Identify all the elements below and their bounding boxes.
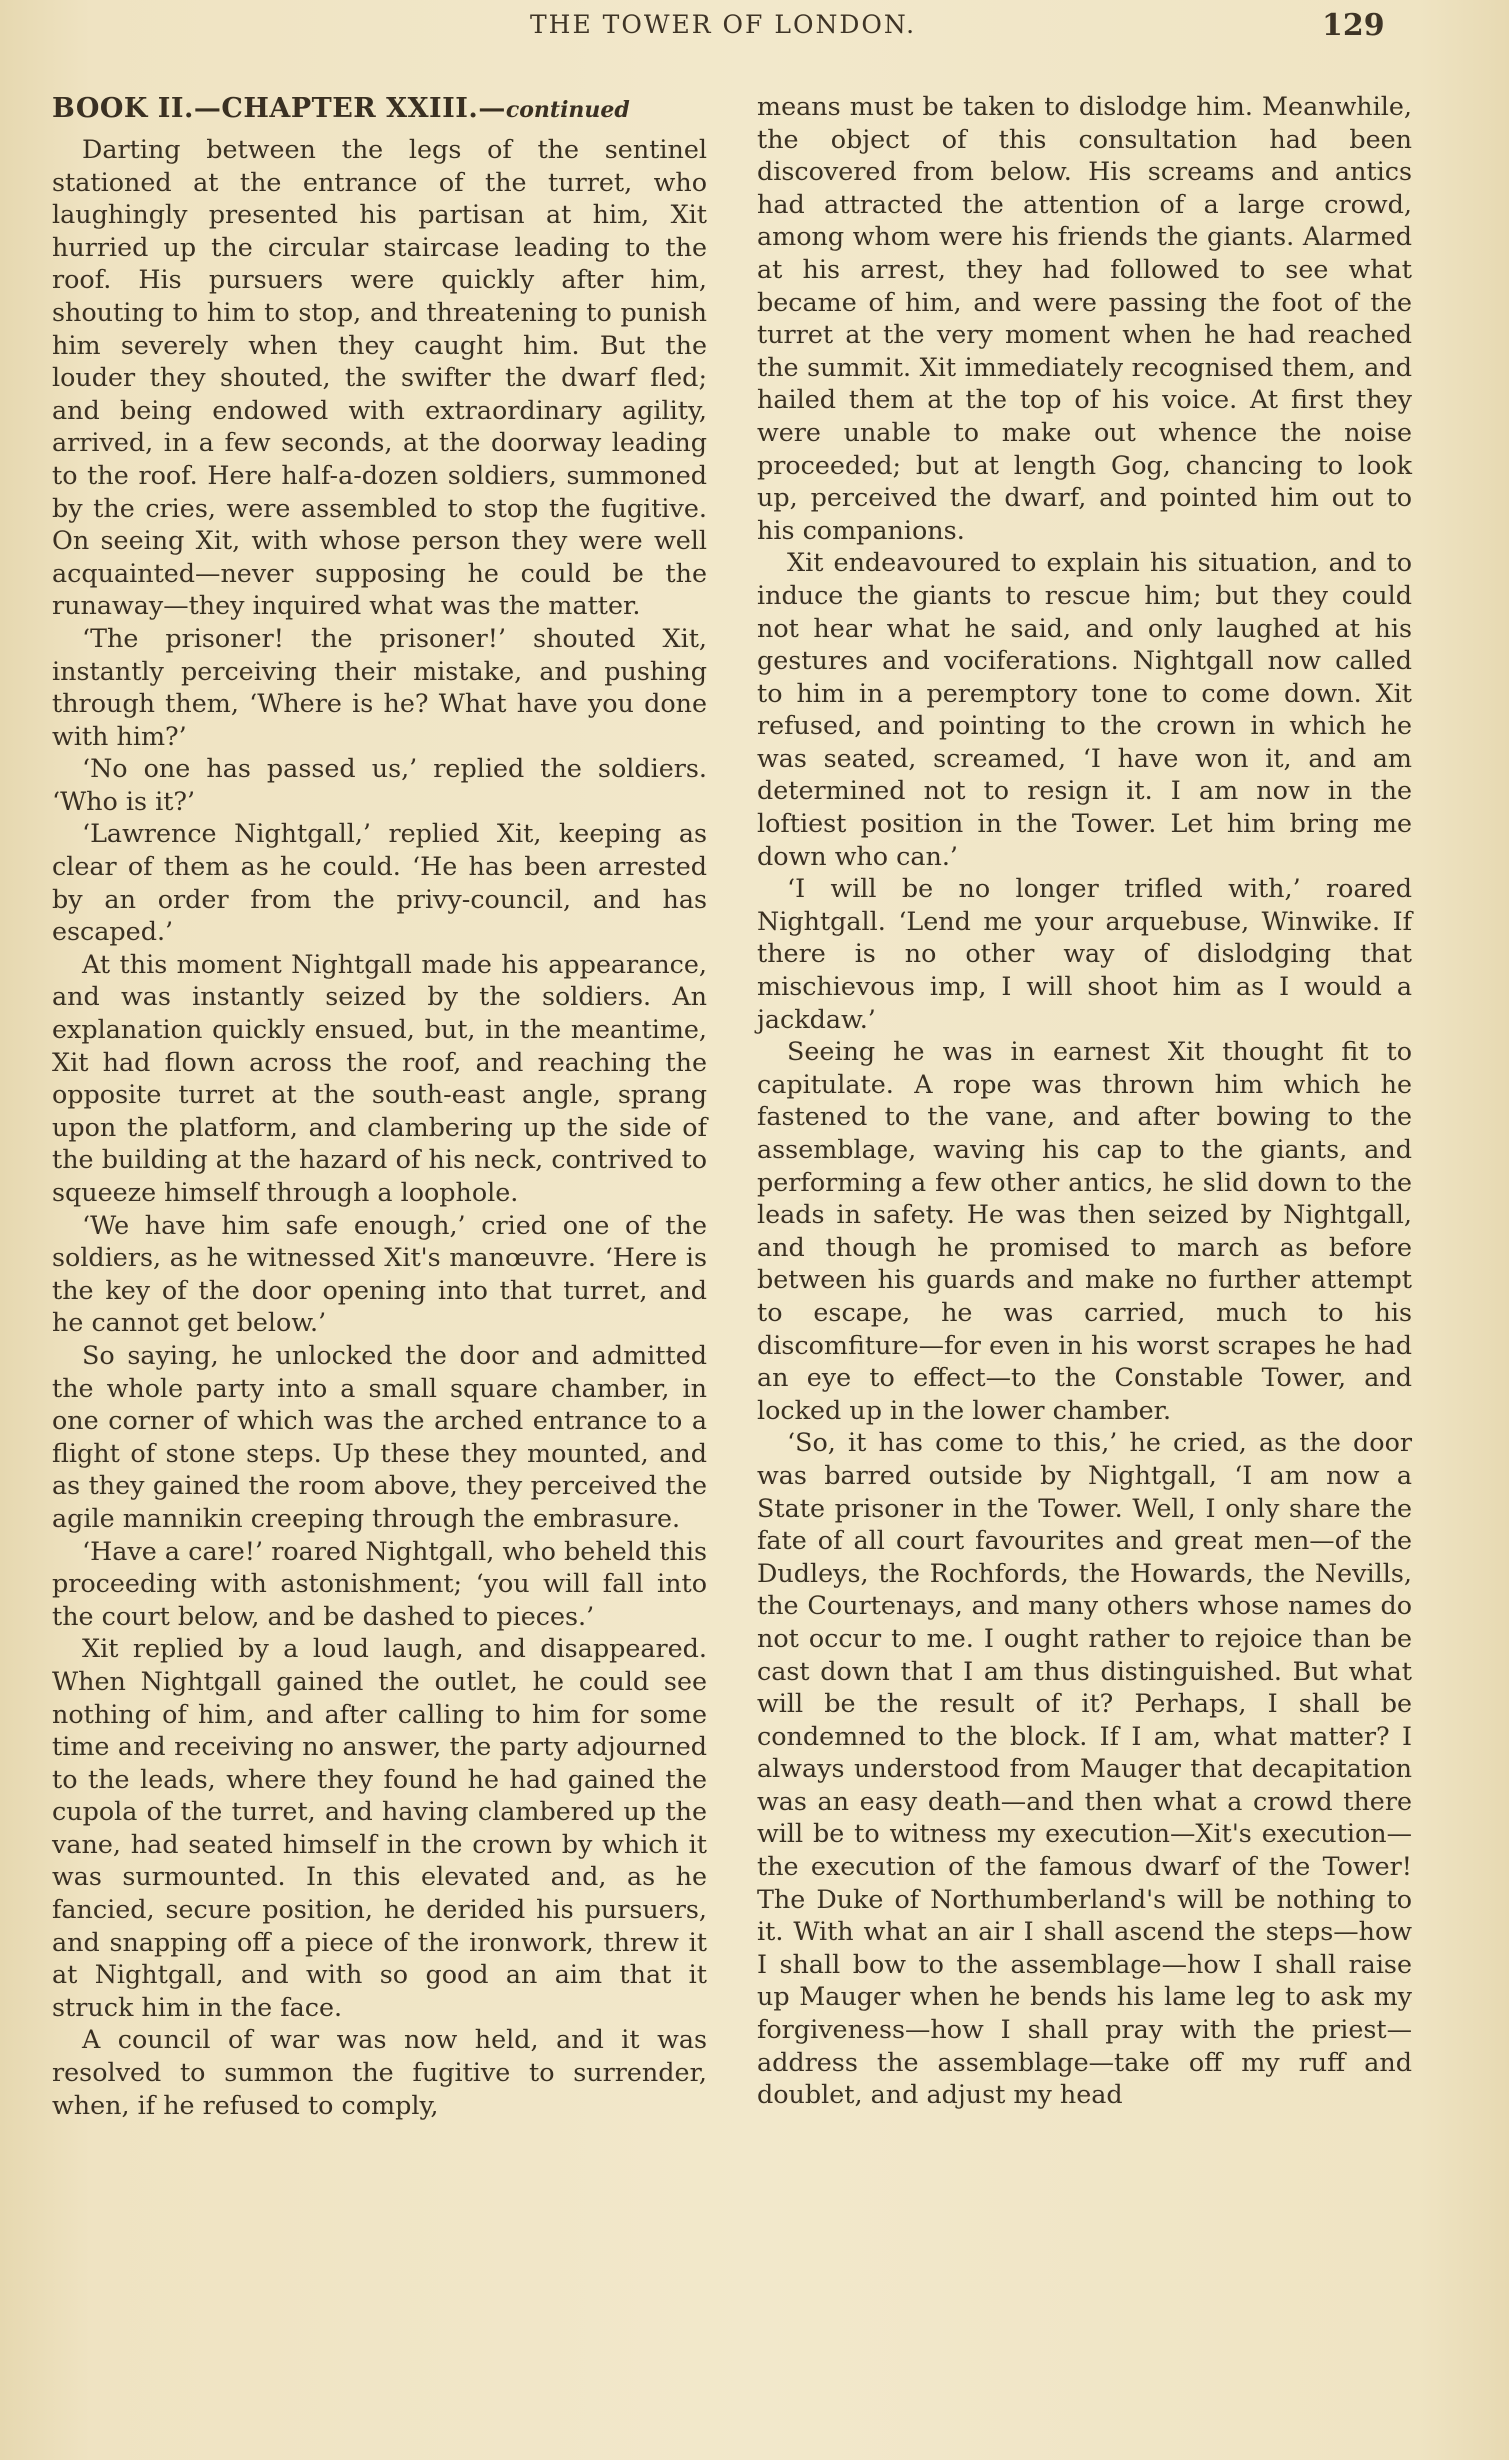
chapter-heading — [52, 90, 707, 129]
paragraph: ‘Lawrence Nightgall,’ replied Xit, keeping as clear of them as he could. ‘He has been arrested by an order from the privy-council, and has escaped.’ — [52, 818, 707, 947]
chapter-title: BOOK II.—CHAPTER XXIII.— — [52, 93, 506, 124]
page-number: 129 — [1322, 8, 1385, 43]
paragraph: ‘I will be no longer trifled with,’ roared Nightgall. ‘Lend me your arquebuse, Winwike. If there is no other way of dislodging that mischievous imp, I will shoot him as I would a jackdaw.’ — [757, 873, 1412, 1034]
paragraph: ‘We have him safe enough,’ cried one of the soldiers, as he witnessed Xit's manœuvre. ‘Here is the key of the door opening into that turret, and he cannot get below.’ — [52, 1209, 707, 1338]
right-column — [757, 90, 1412, 2111]
paragraph: ‘No one has passed us,’ replied the soldiers. ‘Who is it?’ — [52, 753, 707, 816]
running-head: THE TOWER OF LONDON. — [530, 10, 917, 39]
left-column — [52, 90, 707, 2121]
paragraph: ‘Have a care!’ roared Nightgall, who beheld this proceeding with astonishment; ‘you will fall into the court below, and be dashed to pieces.’ — [52, 1535, 707, 1631]
paragraph: Darting between the legs of the sentinel stationed at the entrance of the turret, who laughingly presented his partisan at him, Xit hurried up the circular staircase leading to the roof. His pursuers were quickly after him, shouting to him to stop, and threatening to punish him severely when they caught him. But the louder they shouted, the swifter the dwarf fled; and being endowed with extraordinary agility, arrived, in a few seconds, at the doorway leading to the roof. Here half-a-dozen soldiers, summoned by the cries, were assembled to stop the fugitive. On seeing Xit, with whose person they were well acquainted—never supposing he could be the runaway—they inquired what was the matter. — [52, 134, 707, 621]
paragraph: Seeing he was in earnest Xit thought fit to capitulate. A rope was thrown him which he fastened to the vane, and after bowing to the assemblage, waving his cap to the giants, and performing a few other antics, he slid down to the leads in safety. He was then seized by Nightgall, and though he promised to march as before between his guards and make no further attempt to escape, he was carried, much to his discomfiture—for even in his worst scrapes he had an eye to effect—to the Constable Tower, and locked up in the lower chamber. — [757, 1036, 1412, 1425]
paragraph: A council of war was now held, and it was resolved to summon the fugitive to surrender, when, if he refused to comply, — [52, 2024, 707, 2120]
paragraph: ‘So, it has come to this,’ he cried, as the door was barred outside by Nightgall, ‘I am now a State prisoner in the Tower. Well, I only share the fate of all court favourites and great men—of the Dudleys, the Rochfords, the Howards, the Nevills, the Courtenays, and many others whose names do not occur to me. I ought rather to rejoice than be cast down that I am thus distinguished. But what will be the result of it? Perhaps, I shall be condemned to the block. If I am, what matter? I always understood from Mauger that decapitation was an easy death—and then what a crowd there will be to witness my execution—Xit's execution—the execution of the famous dwarf of the Tower! The Duke of Northumberland's will be nothing to it. With what an air I shall ascend the steps—how I shall bow to the assemblage—how I shall raise up Mauger when he bends his lame leg to ask my forgiveness—how I shall pray with the priest—address the assemblage—take off my ruff and doublet, and adjust my head — [757, 1427, 1412, 2110]
paragraph: Xit endeavoured to explain his situation, and to induce the giants to rescue him; but they could not hear what he said, and only laughed at his gestures and vociferations. Nightgall now called to him in a peremptory tone to come down. Xit refused, and pointing to the crown in which he was seated, screamed, ‘I have won it, and am determined not to resign it. I am now in the loftiest position in the Tower. Let him bring me down who can.’ — [757, 547, 1412, 871]
paragraph: ‘The prisoner! the prisoner!’ shouted Xit, instantly perceiving their mistake, and pushing through them, ‘Where is he? What have you done with him?’ — [52, 622, 707, 751]
paragraph: At this moment Nightgall made his appearance, and was instantly seized by the soldiers. An explanation quickly ensued, but, in the meantime, Xit had flown across the roof, and reaching the opposite turret at the south-east angle, sprang upon the platform, and clambering up the side of the building at the hazard of his neck, contrived to squeeze himself through a loophole. — [52, 948, 707, 1207]
page-header — [0, 10, 1509, 50]
chapter-continued: continued — [505, 97, 630, 123]
paragraph: means must be taken to dislodge him. Meanwhile, the object of this consultation had been discovered from below. His screams and antics had attracted the attention of a large crowd, among whom were his friends the giants. Alarmed at his arrest, they had followed to see what became of him, and were passing the foot of the turret at the very moment when he had reached the summit. Xit immediately recognised them, and hailed them at the top of his voice. At first they were unable to make out whence the noise proceeded; but at length Gog, chancing to look up, perceived the dwarf, and pointed him out to his companions. — [757, 91, 1412, 545]
paragraph: So saying, he unlocked the door and admitted the whole party into a small square chamber, in one corner of which was the arched entrance to a flight of stone steps. Up these they mounted, and as they gained the room above, they perceived the agile mannikin creeping through the embrasure. — [52, 1339, 707, 1533]
paragraph: Xit replied by a loud laugh, and disappeared. When Nightgall gained the outlet, he could see nothing of him, and after calling to him for some time and receiving no answer, the party adjourned to the leads, where they found he had gained the cupola of the turret, and having clambered up the vane, had seated himself in the crown by which it was surmounted. In this elevated and, as he fancied, secure position, he derided his pursuers, and snapping off a piece of the ironwork, threw it at Nightgall, and with so good an aim that it struck him in the face. — [52, 1633, 707, 2022]
